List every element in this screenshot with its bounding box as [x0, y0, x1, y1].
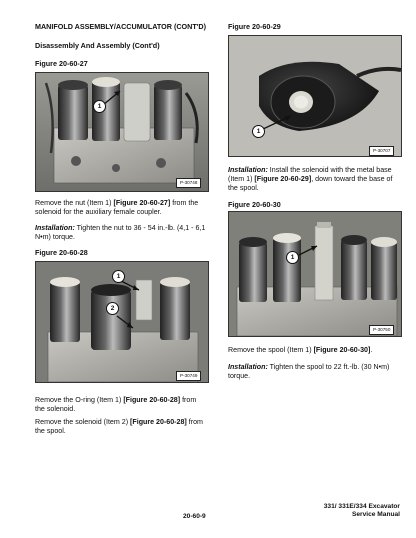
- installation-nut: [35, 224, 207, 242]
- manual-title-line-2: Service Manual: [351, 511, 400, 519]
- manual-title: [260, 503, 400, 520]
- figure-28-callout-1: 1: [112, 270, 125, 283]
- installation-label: Installation:: [228, 166, 268, 174]
- installation-spool-text: Tighten the spool to 22 ft.-lb. (30 N•m) torque.: [228, 363, 390, 381]
- figure-30-caption: Figure 20-60-30: [228, 200, 281, 209]
- installation-solenoid-ref: [Figure 20-60-29]: [254, 175, 312, 184]
- para-remove-nut-text-b: from the solenoid for the auxiliary female coupler.: [35, 199, 199, 217]
- para-remove-nut-text-a: Remove the nut (Item 1): [35, 199, 114, 207]
- figure-30-code: P-30750: [369, 325, 394, 335]
- installation-spool: [228, 363, 400, 381]
- page-number: 20-60-9: [183, 513, 206, 520]
- figure-30-callout-1: 1: [286, 251, 299, 264]
- subsection-title: Disassembly And Assembly (Cont'd): [35, 41, 160, 50]
- para-remove-spool: [228, 346, 400, 355]
- para-remove-oring-ref: [Figure 20-60-28]: [123, 396, 181, 404]
- manual-title-line-1: 331/ 331E/334 Excavator: [323, 503, 400, 510]
- figure-27-caption: Figure 20-60-27: [35, 59, 88, 68]
- para-remove-spool-text-b: .: [370, 346, 373, 354]
- para-remove-solenoid: [35, 418, 207, 436]
- figure-28-callout-2: 2: [106, 302, 119, 315]
- installation-solenoid-text-a: Install the solenoid with the metal base (Item 1): [228, 166, 392, 184]
- figure-29-caption: Figure 20-60-29: [228, 22, 281, 31]
- figure-29-photo: [228, 35, 402, 157]
- installation-solenoid-text-b: , down toward the base of the spool.: [228, 175, 393, 193]
- para-remove-oring-text-a: Remove the O-ring (Item 1): [35, 396, 124, 404]
- figure-28-caption: Figure 20-60-28: [35, 248, 88, 257]
- installation-label: Installation:: [228, 363, 268, 371]
- figure-29-callout-1: 1: [252, 125, 265, 138]
- figure-29-code: P-30707: [369, 146, 394, 156]
- section-title: MANIFOLD ASSEMBLY/ACCUMULATOR (CONT'D): [35, 22, 207, 31]
- para-remove-solenoid-text-a: Remove the solenoid (Item 2): [35, 418, 131, 426]
- para-remove-solenoid-text-b: from the spool.: [35, 418, 203, 436]
- installation-solenoid: [228, 166, 400, 194]
- figure-27-callout-1: 1: [93, 100, 106, 113]
- figure-28-code: P-30749: [176, 371, 201, 381]
- para-remove-solenoid-ref: [Figure 20-60-28]: [130, 418, 187, 426]
- para-remove-oring-text-b: from the solenoid.: [35, 396, 197, 414]
- para-remove-spool-text-a: Remove the spool (Item 1): [228, 346, 314, 354]
- installation-nut-text: Tighten the nut to 36 - 54 in.-lb. (4,1 - 6,1 N•m) torque.: [35, 224, 206, 242]
- para-remove-spool-ref: [Figure 20-60-30]: [313, 346, 371, 354]
- figure-28-photo: [35, 261, 209, 383]
- para-remove-oring: [35, 396, 207, 414]
- para-remove-nut: [35, 199, 207, 217]
- figure-27-photo: [35, 72, 209, 192]
- para-remove-nut-ref: [Figure 20-60-27]: [113, 199, 171, 207]
- figure-27-code: P-30748: [176, 178, 201, 188]
- installation-label: Installation:: [35, 224, 75, 232]
- figure-30-photo: [228, 211, 402, 337]
